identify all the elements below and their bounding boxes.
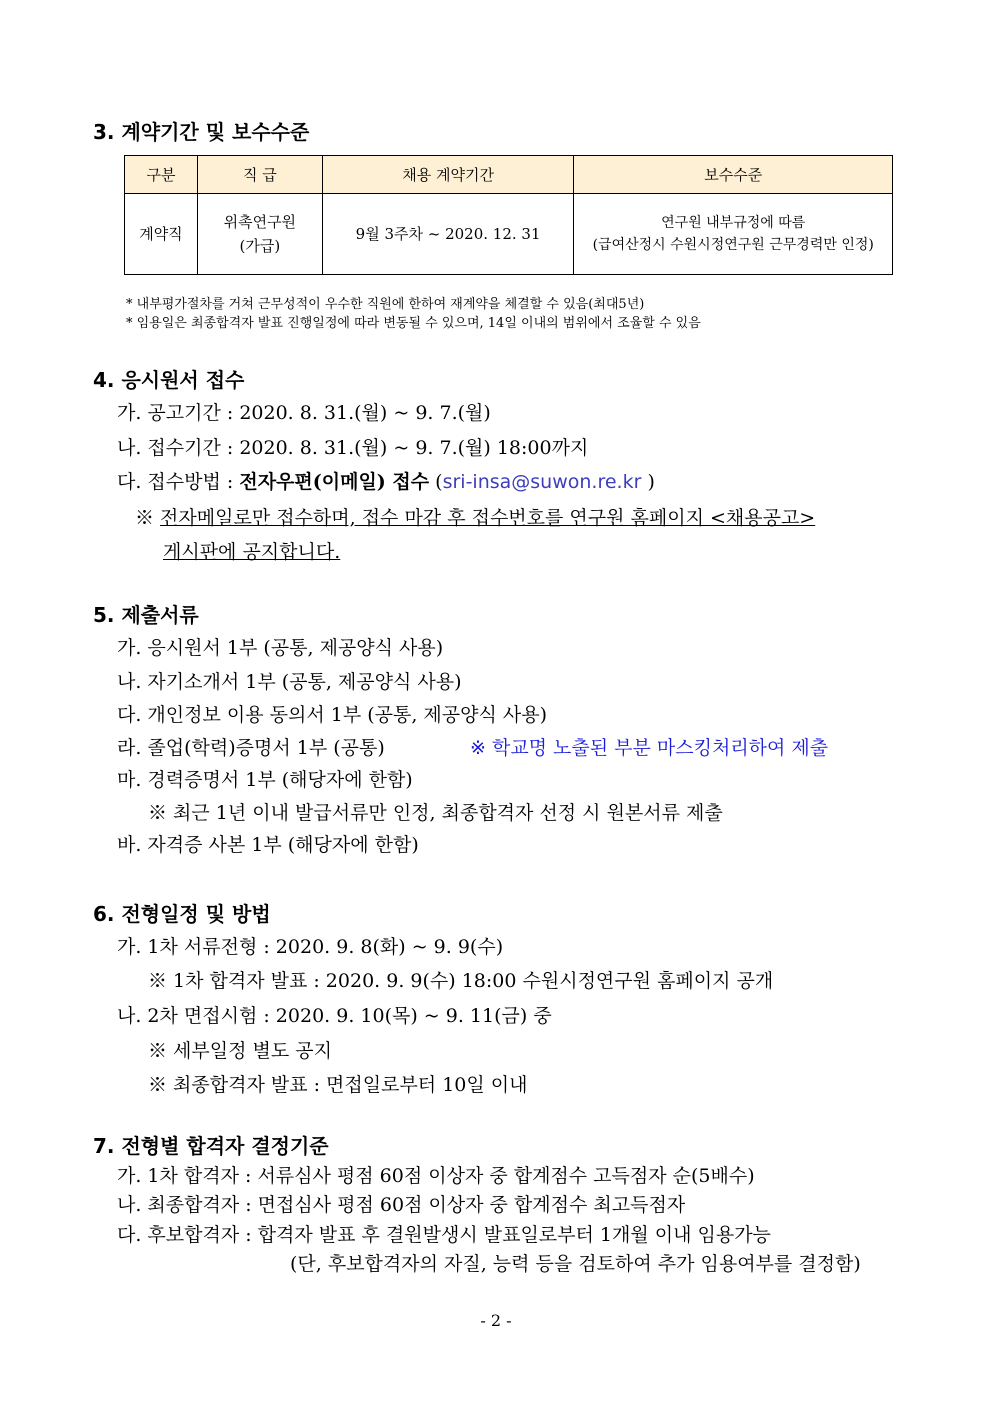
contract-table	[124, 155, 893, 275]
list-item: 라. 졸업(학력)증명서 1부 (공통)	[117, 737, 385, 759]
table-header-row	[125, 156, 893, 194]
method-open: (	[429, 471, 443, 493]
list-note: ※ 세부일정 별도 공지	[148, 1040, 332, 1062]
table-header-cell: 채용 계약기간	[322, 156, 574, 194]
list-item: 가. 공고기간 : 2020. 8. 31.(월) ~ 9. 7.(월)	[117, 402, 491, 424]
method-close: )	[641, 471, 655, 493]
list-item: 바. 자격증 사본 1부 (해당자에 한함)	[117, 834, 419, 856]
rank-line: (가급)	[239, 237, 281, 255]
table-header-cell: 직 급	[197, 156, 322, 194]
page-number: - 2 -	[480, 1311, 512, 1330]
list-note: ※ 최종합격자 발표 : 면접일로부터 10일 이내	[148, 1074, 528, 1096]
note-mark: ※	[135, 507, 161, 529]
pay-line: (급여산정시 수원시정연구원 근무경력만 인정)	[592, 237, 874, 253]
notice-text: 전자메일로만 접수하며, 접수 마감 후 접수번호를 연구원 홈페이지 <채용공고>	[160, 507, 816, 529]
table-cell-pay	[574, 194, 893, 275]
list-item: 나. 최종합격자 : 면접심사 평점 60점 이상자 중 합계점수 최고득점자	[117, 1194, 686, 1216]
method-prefix: 다. 접수방법 :	[117, 471, 240, 493]
list-item: 가. 1차 서류전형 : 2020. 9. 8(화) ~ 9. 9(수)	[117, 936, 504, 958]
table-note: * 내부평가절차를 거쳐 근무성적이 우수한 직원에 한하여 재계약을 체결할 수 있음(최대5년)	[126, 297, 645, 312]
section-3-heading: 3. 계약기간 및 보수수준	[93, 120, 310, 144]
section-4-heading: 4. 응시원서 접수	[93, 368, 245, 392]
section-7-heading: 7. 전형별 합격자 결정기준	[93, 1134, 329, 1158]
masking-notice: ※ 학교명 노출된 부분 마스킹처리하여 제출	[470, 737, 829, 759]
list-item: 마. 경력증명서 1부 (해당자에 한함)	[117, 769, 413, 791]
rank-line: 위촉연구원	[223, 213, 297, 231]
list-note: (단, 후보합격자의 자질, 능력 등을 검토하여 추가 임용여부를 결정함)	[290, 1253, 861, 1275]
list-item: 가. 응시원서 1부 (공통, 제공양식 사용)	[117, 637, 444, 659]
email-link[interactable]: sri-insa@suwon.re.kr	[442, 471, 642, 493]
list-note: ※ 1차 합격자 발표 : 2020. 9. 9(수) 18:00 수원시정연구원 홈페이지 공개	[148, 970, 774, 992]
table-note: * 임용일은 최종합격자 발표 진행일정에 따라 변동될 수 있으며, 14일 이내의 범위에서 조율할 수 있음	[126, 316, 701, 331]
table-header-cell: 구분	[125, 156, 198, 194]
list-item: 가. 1차 합격자 : 서류심사 평점 60점 이상자 중 합계점수 고득점자 순(5배수)	[117, 1165, 755, 1187]
table-header-cell: 보수수준	[574, 156, 893, 194]
list-item-method	[117, 467, 655, 494]
table-cell-period: 9월 3주차 ~ 2020. 12. 31	[322, 194, 574, 275]
list-item: 나. 접수기간 : 2020. 8. 31.(월) ~ 9. 7.(월) 18:00까지	[117, 437, 589, 459]
notice-text: 게시판에 공지합니다.	[163, 541, 341, 563]
section-5-heading: 5. 제출서류	[93, 603, 199, 627]
list-item: 다. 후보합격자 : 합격자 발표 후 결원발생시 발표일로부터 1개월 이내 임용가능	[117, 1224, 771, 1246]
table-cell-rank	[197, 194, 322, 275]
notice-line	[135, 503, 815, 530]
pay-line: 연구원 내부규정에 따름	[661, 214, 806, 231]
section-6-heading: 6. 전형일정 및 방법	[93, 902, 271, 926]
table-row	[125, 194, 893, 275]
table-cell-type: 계약직	[125, 194, 198, 275]
list-item: 나. 자기소개서 1부 (공통, 제공양식 사용)	[117, 671, 462, 693]
list-item: 다. 개인정보 이용 동의서 1부 (공통, 제공양식 사용)	[117, 704, 547, 726]
list-note: ※ 최근 1년 이내 발급서류만 인정, 최종합격자 선정 시 원본서류 제출	[148, 802, 723, 824]
method-bold: 전자우편(이메일) 접수	[239, 471, 430, 493]
list-item: 나. 2차 면접시험 : 2020. 9. 10(목) ~ 9. 11(금) 중	[117, 1005, 552, 1027]
